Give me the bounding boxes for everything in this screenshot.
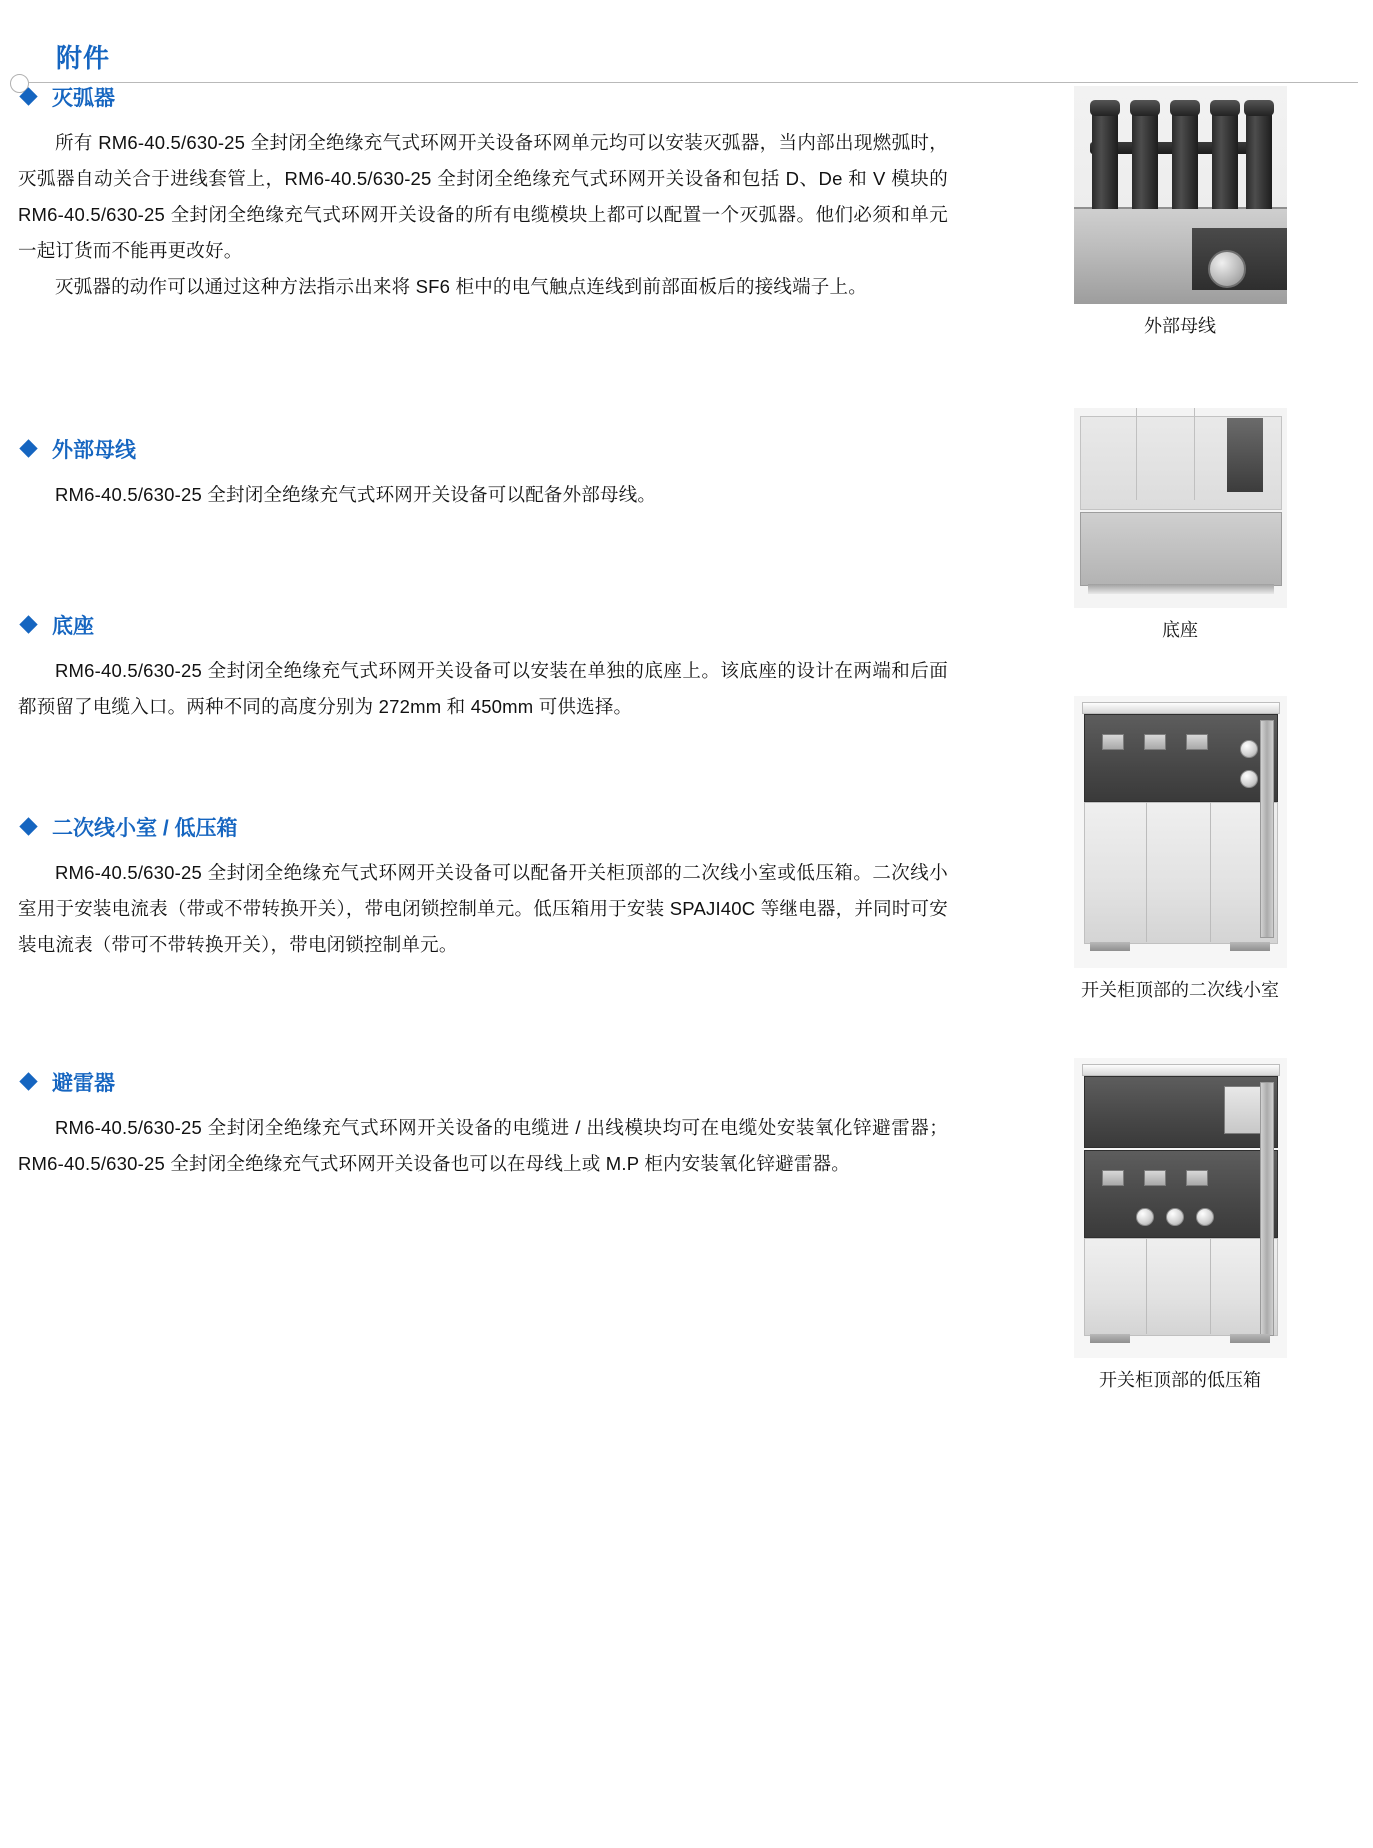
section-heading-label: 避雷器 xyxy=(52,1072,115,1095)
section-heading-label: 灭弧器 xyxy=(52,87,115,110)
photo-front-panel xyxy=(1084,1150,1278,1238)
photo-indicator xyxy=(1102,734,1124,750)
photo-bushing xyxy=(1132,111,1158,209)
section-surge-arrester xyxy=(18,1071,948,1182)
photo-operating-knob xyxy=(1208,250,1246,288)
section-paragraph: RM6-40.5/630-25 全封闭全绝缘充气式环网开关设备可以配备外部母线。 xyxy=(55,484,657,506)
photo-operating-knob xyxy=(1136,1208,1154,1226)
photo-foot xyxy=(1230,942,1270,951)
photo-cabinet-body xyxy=(1084,802,1278,944)
photo-side-rail xyxy=(1260,720,1274,938)
section-base xyxy=(18,614,948,725)
section-arc-eliminator xyxy=(18,86,948,306)
diamond-bullet-icon xyxy=(19,439,37,457)
page-title: 附件 xyxy=(56,43,111,73)
photo-cabinet-body xyxy=(1084,1238,1278,1336)
photo-arc-eliminator-bushings xyxy=(1074,86,1287,304)
diamond-bullet-icon xyxy=(19,1072,37,1090)
photo-panel-seam xyxy=(1194,408,1195,500)
figure-base xyxy=(1000,408,1360,643)
photo-shadow xyxy=(1088,584,1274,594)
photo-panel-seam xyxy=(1210,802,1211,942)
photo-indicator xyxy=(1144,734,1166,750)
section-paragraph: RM6-40.5/630-25 全封闭全绝缘充气式环网开关设备可以配备开关柜顶部的二次线小室或低压箱。二次线小室用于安装电流表（带或不带转换开关），带电闭锁控制单元。低压箱用于安装 SPAJI40C 等继电器，并同时可安装电流表（带可不带转换开关），带电闭锁控制单元。 xyxy=(18,862,948,956)
photo-panel-seam xyxy=(1146,802,1147,942)
figure-caption: 外部母线 xyxy=(1144,316,1216,336)
section-heading xyxy=(18,1071,948,1096)
photo-recess xyxy=(1227,418,1263,492)
photo-bushing xyxy=(1092,111,1118,209)
photo-bushing-cap xyxy=(1170,100,1200,116)
photo-bushing xyxy=(1212,111,1238,209)
photo-operating-knob xyxy=(1166,1208,1184,1226)
section-paragraph: RM6-40.5/630-25 全封闭全绝缘充气式环网开关设备可以安装在单独的底座上。该底座的设计在两端和后面都预留了电缆入口。两种不同的高度分别为 272mm 和 450mm 可供选择。 xyxy=(18,660,948,718)
photo-switchgear-with-lv-box xyxy=(1074,1058,1287,1358)
diamond-bullet-icon xyxy=(19,817,37,835)
section-paragraph: 所有 RM6-40.5/630-25 全封闭全绝缘充气式环网开关设备环网单元均可以安装灭弧器，当内部出现燃弧时，灭弧器自动关合于进线套管上，RM6-40.5/630-25 全封闭全绝缘充气式环网开关设备和包括 D、De 和 V 模块的 RM6-40.5/630-25 全封闭全绝缘充气式环网开关设备的所有电缆模块上都可以配置一个灭弧器。他们必须和单元一起订货而不能再更改好。 xyxy=(18,132,948,262)
section-heading xyxy=(18,816,948,841)
photo-side-rail xyxy=(1260,1082,1274,1336)
photo-operating-knob xyxy=(1240,740,1258,758)
photo-bushing xyxy=(1246,111,1272,209)
photo-indicator xyxy=(1186,734,1208,750)
photo-bushing-cap xyxy=(1210,100,1240,116)
section-secondary-compartment xyxy=(18,816,948,963)
figure-external-busbar xyxy=(1000,86,1360,339)
photo-bushing xyxy=(1172,111,1198,209)
figure-low-voltage-box xyxy=(1000,1058,1360,1393)
photo-operating-knob xyxy=(1240,770,1258,788)
section-heading-label: 底座 xyxy=(52,615,94,638)
figure-caption: 开关柜顶部的低压箱 xyxy=(1099,1370,1261,1390)
photo-panel-seam xyxy=(1136,408,1137,500)
photo-panel-seam xyxy=(1210,1238,1211,1334)
photo-bushing-cap xyxy=(1244,100,1274,116)
section-heading xyxy=(18,438,948,463)
section-heading-label: 二次线小室 / 低压箱 xyxy=(52,817,238,840)
photo-indicator xyxy=(1102,1170,1124,1186)
photo-operating-knob xyxy=(1196,1208,1214,1226)
photo-foot xyxy=(1090,942,1130,951)
figure-secondary-compartment xyxy=(1000,696,1360,1003)
photo-cabinet-top xyxy=(1082,702,1280,714)
photo-bushing-cap xyxy=(1090,100,1120,116)
header-divider xyxy=(18,82,1358,83)
photo-relay-meter xyxy=(1224,1086,1264,1134)
photo-switchgear-with-secondary-compartment xyxy=(1074,696,1287,968)
page-header xyxy=(0,22,1373,73)
photo-bushing-cap xyxy=(1130,100,1160,116)
photo-foot xyxy=(1090,1334,1130,1343)
figure-caption: 底座 xyxy=(1162,620,1198,640)
section-heading xyxy=(18,86,948,111)
photo-front-panel xyxy=(1084,714,1278,802)
section-heading xyxy=(18,614,948,639)
photo-cabinet-top xyxy=(1082,1064,1280,1076)
photo-foot xyxy=(1230,1334,1270,1343)
section-external-busbar xyxy=(18,438,948,513)
photo-base-cabinet xyxy=(1074,408,1287,608)
section-paragraph: 灭弧器的动作可以通过这种方法指示出来将 SF6 柜中的电气触点连线到前部面板后的接线端子上。 xyxy=(55,276,867,298)
photo-panel-seam xyxy=(1146,1238,1147,1334)
section-paragraph: RM6-40.5/630-25 全封闭全绝缘充气式环网开关设备的电缆进 / 出线模块均可在电缆处安装氧化锌避雷器；RM6-40.5/630-25 全封闭全绝缘充气式环网开关设备也可以在母线上或 M.P 柜内安装氧化锌避雷器。 xyxy=(18,1117,948,1175)
figure-caption: 开关柜顶部的二次线小室 xyxy=(1081,980,1279,1000)
section-heading-label: 外部母线 xyxy=(52,439,136,462)
photo-indicator xyxy=(1186,1170,1208,1186)
diamond-bullet-icon xyxy=(19,615,37,633)
photo-indicator xyxy=(1144,1170,1166,1186)
photo-plinth xyxy=(1080,512,1282,586)
diamond-bullet-icon xyxy=(19,87,37,105)
